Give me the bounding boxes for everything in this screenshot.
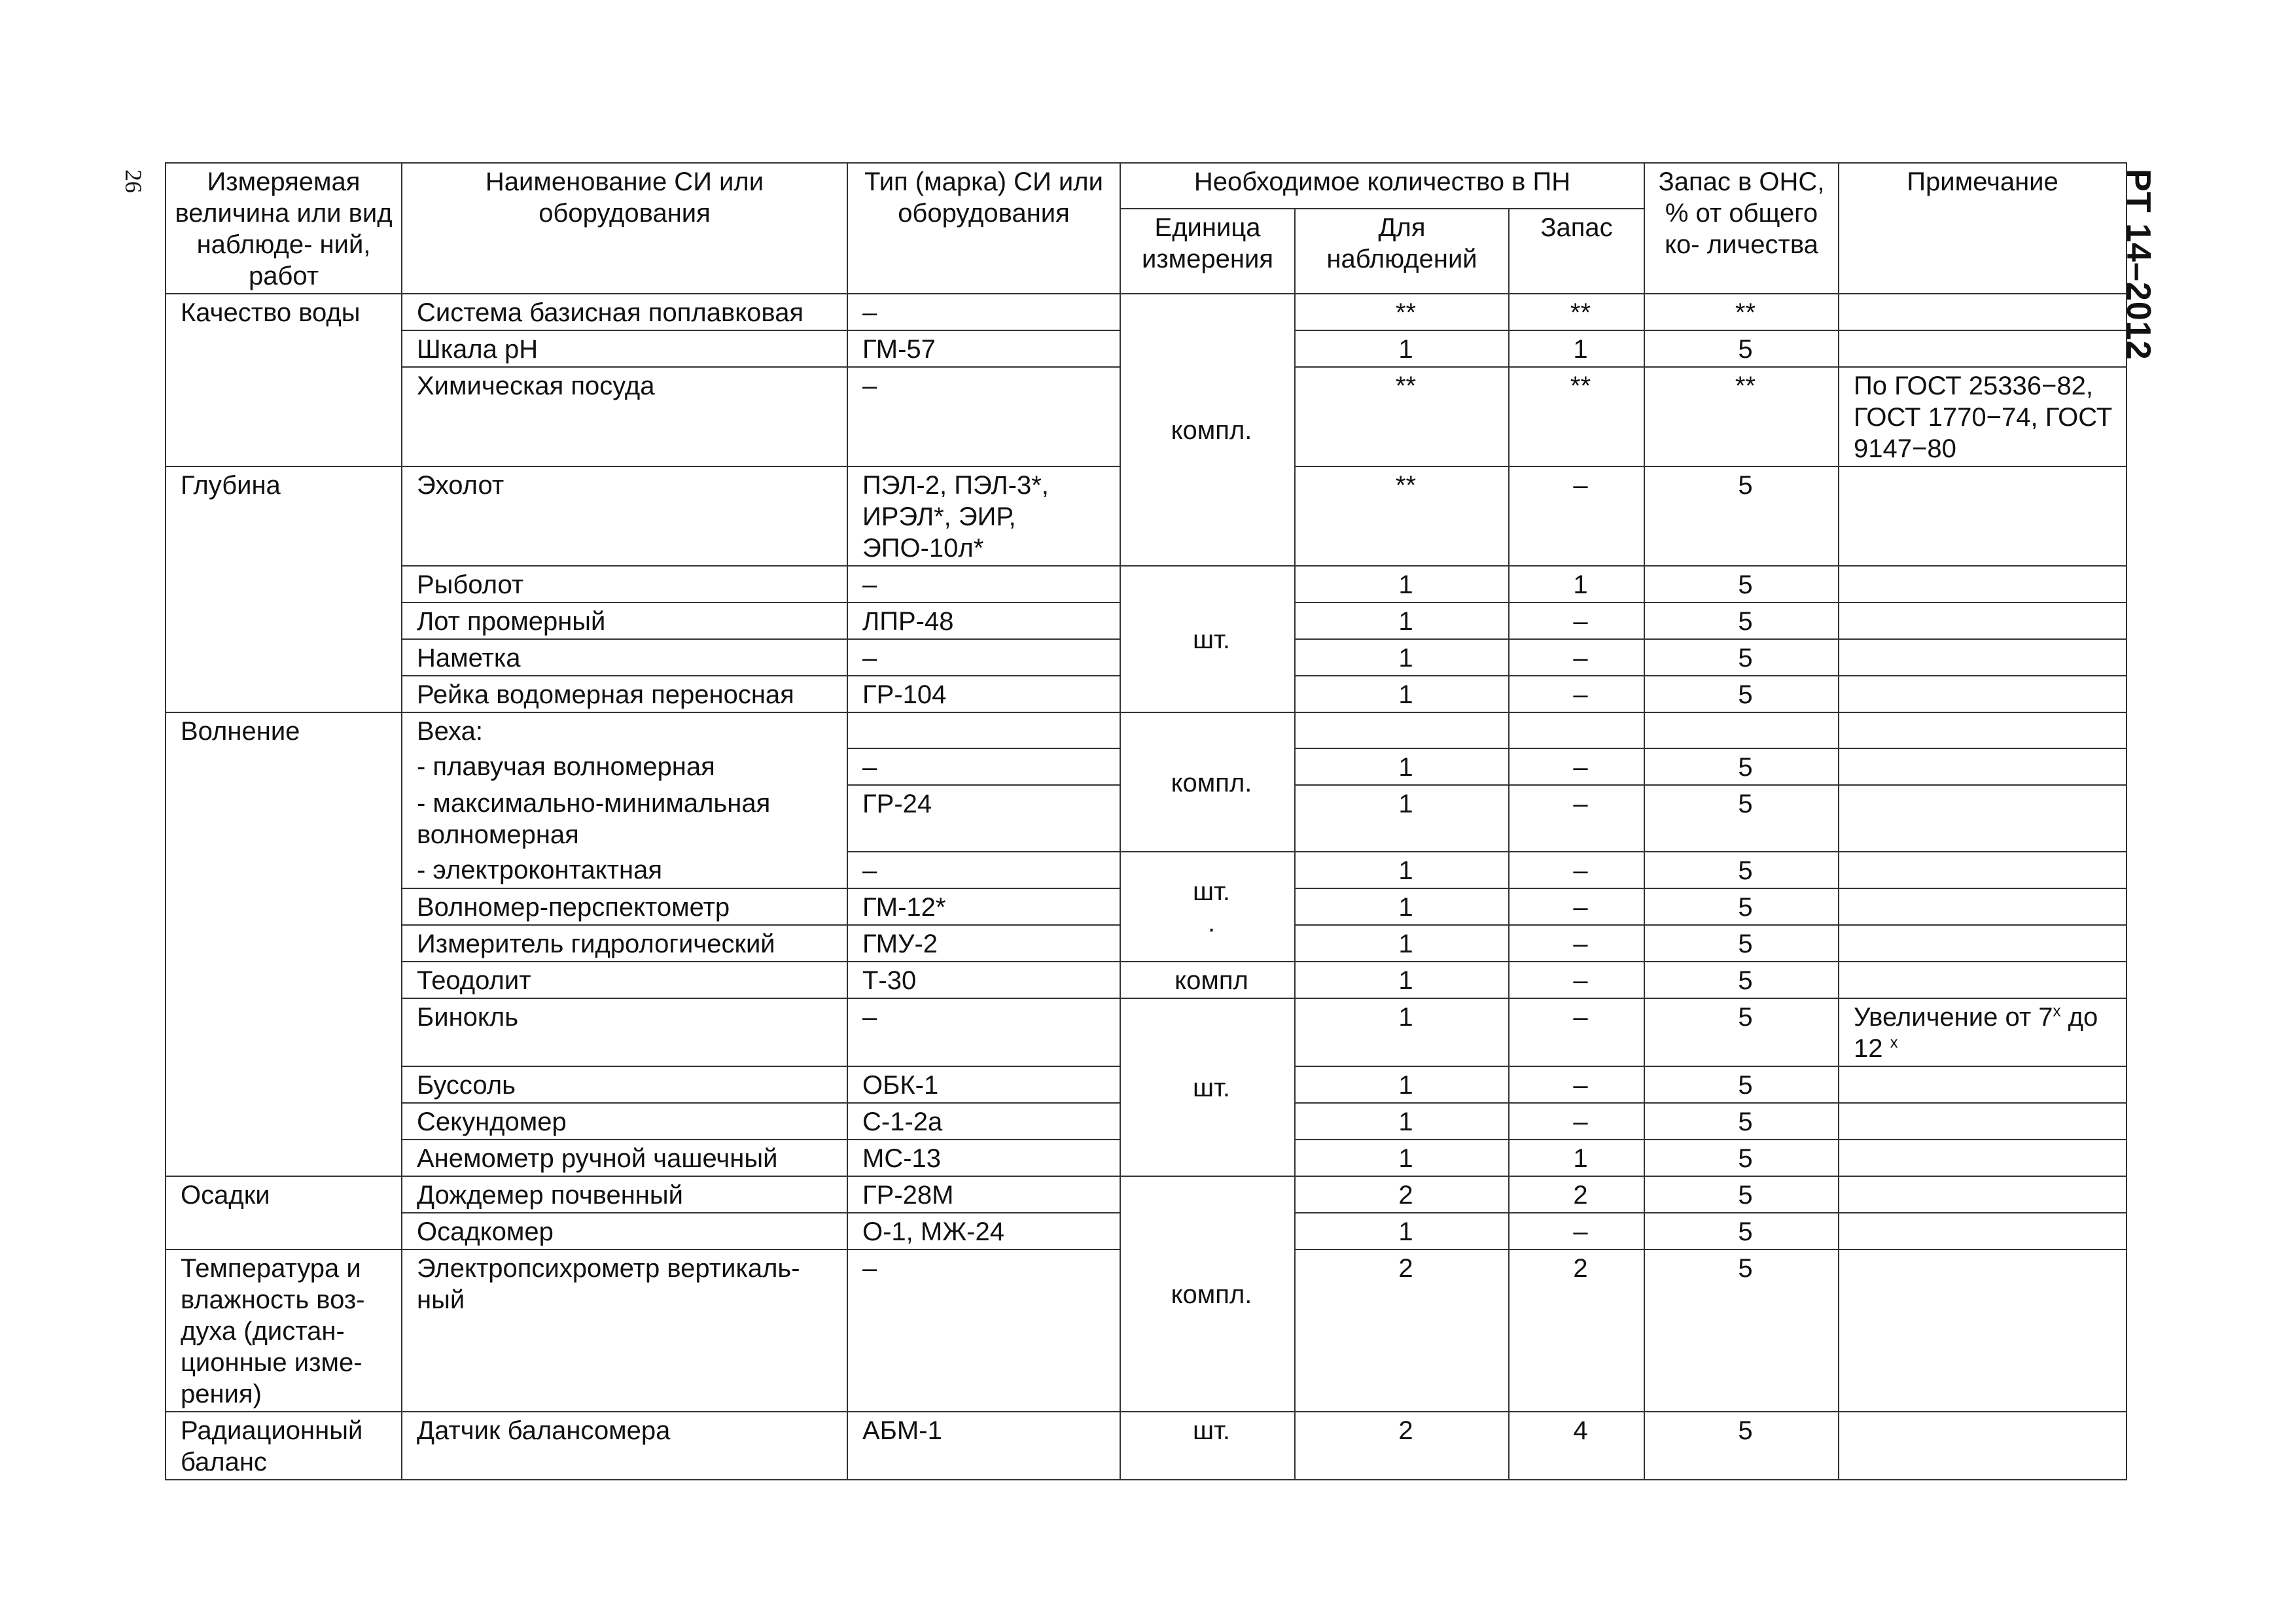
header-ons: Запас в ОНС, % от общего ко- личества bbox=[1644, 163, 1839, 294]
obs-cell: 1 bbox=[1295, 566, 1509, 602]
page-number: 26 bbox=[120, 169, 147, 193]
obs-cell: 1 bbox=[1295, 676, 1509, 712]
unit-cell: компл bbox=[1120, 962, 1295, 998]
table-row bbox=[166, 566, 2127, 602]
obs-cell: 1 bbox=[1295, 998, 1509, 1066]
type-cell: Т-30 bbox=[847, 962, 1120, 998]
type-cell: ОБК-1 bbox=[847, 1066, 1120, 1103]
ons-cell: 5 bbox=[1644, 330, 1839, 367]
obs-cell: 1 bbox=[1295, 1140, 1509, 1176]
name-cell: - плавучая волномерная bbox=[402, 748, 847, 785]
name-cell: Волномер-перспектометр bbox=[402, 888, 847, 925]
ons-cell: 5 bbox=[1644, 1176, 1839, 1213]
reserve-cell: 1 bbox=[1509, 330, 1644, 367]
document-code: РТ 14–2012 bbox=[2119, 169, 2157, 360]
reserve-cell: ** bbox=[1509, 294, 1644, 330]
obs-cell: 1 bbox=[1295, 330, 1509, 367]
unit-cell: компл. bbox=[1120, 712, 1295, 852]
table-row bbox=[166, 294, 2127, 330]
name-cell: - максимально-минимальная волномерная bbox=[402, 785, 847, 852]
note-cell bbox=[1839, 925, 2127, 962]
note-cell bbox=[1839, 712, 2127, 748]
unit-label: шт. bbox=[1192, 877, 1231, 906]
note-cell bbox=[1839, 294, 2127, 330]
obs-cell: 2 bbox=[1295, 1176, 1509, 1213]
name-cell: - электроконтактная bbox=[402, 852, 847, 888]
unit-cell bbox=[1120, 852, 1295, 962]
ons-cell: 5 bbox=[1644, 602, 1839, 639]
name-cell: Веха: bbox=[402, 712, 847, 748]
header-for-obs: Для наблюдений bbox=[1295, 209, 1509, 294]
reserve-cell: – bbox=[1509, 962, 1644, 998]
type-cell: ГМУ-2 bbox=[847, 925, 1120, 962]
note-cell bbox=[1839, 1066, 2127, 1103]
type-cell bbox=[847, 712, 1120, 748]
type-cell: – bbox=[847, 294, 1120, 330]
type-cell: – bbox=[847, 367, 1120, 466]
quantity-cell: Волнение bbox=[166, 712, 402, 1176]
ons-cell: 5 bbox=[1644, 1249, 1839, 1412]
reserve-cell: – bbox=[1509, 748, 1644, 785]
unit-cell: шт. bbox=[1120, 998, 1295, 1176]
obs-cell: 1 bbox=[1295, 1066, 1509, 1103]
name-cell: Датчик балансомера bbox=[402, 1412, 847, 1480]
header-type: Тип (марка) СИ или оборудования bbox=[847, 163, 1120, 294]
obs-cell: 1 bbox=[1295, 1213, 1509, 1249]
type-cell: ГР-28М bbox=[847, 1176, 1120, 1213]
reserve-cell: – bbox=[1509, 998, 1644, 1066]
reserve-cell: ** bbox=[1509, 367, 1644, 466]
note-text: до 12 bbox=[1854, 1003, 2098, 1063]
note-sup: х bbox=[1890, 1034, 1898, 1052]
reserve-cell: – bbox=[1509, 785, 1644, 852]
type-cell: ПЭЛ-2, ПЭЛ-3*, ИРЭЛ*, ЭИР, ЭПО-10л* bbox=[847, 466, 1120, 566]
name-cell: Рыболот bbox=[402, 566, 847, 602]
name-cell: Система базисная поплавковая bbox=[402, 294, 847, 330]
name-cell: Теодолит bbox=[402, 962, 847, 998]
name-cell: Лот промерный bbox=[402, 602, 847, 639]
type-cell: – bbox=[847, 852, 1120, 888]
note-text: Увеличение от 7 bbox=[1854, 1003, 2053, 1032]
ons-cell: 5 bbox=[1644, 1140, 1839, 1176]
obs-cell: 1 bbox=[1295, 1103, 1509, 1140]
header-quantity: Измеряемая величина или вид наблюде- ний, работ bbox=[166, 163, 402, 294]
name-cell: Рейка водомерная переносная bbox=[402, 676, 847, 712]
reserve-cell: 1 bbox=[1509, 566, 1644, 602]
obs-cell: 2 bbox=[1295, 1249, 1509, 1412]
type-cell: ЛПР-48 bbox=[847, 602, 1120, 639]
type-cell: – bbox=[847, 998, 1120, 1066]
note-cell bbox=[1839, 785, 2127, 852]
note-sup: х bbox=[2053, 1002, 2061, 1021]
note-cell bbox=[1839, 852, 2127, 888]
reserve-cell: – bbox=[1509, 852, 1644, 888]
name-cell: Электропсихрометр вертикаль- ный bbox=[402, 1249, 847, 1412]
name-cell: Измеритель гидрологический bbox=[402, 925, 847, 962]
quantity-cell: Осадки bbox=[166, 1176, 402, 1249]
note-cell bbox=[1839, 962, 2127, 998]
name-cell: Секундомер bbox=[402, 1103, 847, 1140]
reserve-cell: 4 bbox=[1509, 1412, 1644, 1480]
name-cell: Буссоль bbox=[402, 1066, 847, 1103]
reserve-cell: 1 bbox=[1509, 1140, 1644, 1176]
reserve-cell: – bbox=[1509, 639, 1644, 676]
note-cell bbox=[1839, 602, 2127, 639]
obs-cell: 1 bbox=[1295, 785, 1509, 852]
ons-cell: ** bbox=[1644, 294, 1839, 330]
ons-cell: 5 bbox=[1644, 852, 1839, 888]
table-row bbox=[166, 1176, 2127, 1213]
ons-cell: 5 bbox=[1644, 639, 1839, 676]
ons-cell: 5 bbox=[1644, 566, 1839, 602]
ons-cell: 5 bbox=[1644, 1103, 1839, 1140]
name-cell: Шкала рН bbox=[402, 330, 847, 367]
obs-cell: 1 bbox=[1295, 852, 1509, 888]
note-cell bbox=[1839, 748, 2127, 785]
type-cell: ГМ-12* bbox=[847, 888, 1120, 925]
note-cell bbox=[1839, 330, 2127, 367]
reserve-cell: 2 bbox=[1509, 1249, 1644, 1412]
reserve-cell: – bbox=[1509, 1066, 1644, 1103]
ons-cell: 5 bbox=[1644, 748, 1839, 785]
header-row bbox=[166, 163, 2127, 209]
ons-cell: 5 bbox=[1644, 785, 1839, 852]
header-required: Необходимое количество в ПН bbox=[1120, 163, 1644, 209]
ons-cell: 5 bbox=[1644, 998, 1839, 1066]
obs-cell: ** bbox=[1295, 367, 1509, 466]
obs-cell: 1 bbox=[1295, 602, 1509, 639]
header-note: Примечание bbox=[1839, 163, 2127, 294]
ons-cell: 5 bbox=[1644, 1412, 1839, 1480]
name-cell: Бинокль bbox=[402, 998, 847, 1066]
ons-cell: 5 bbox=[1644, 466, 1839, 566]
ons-cell: 5 bbox=[1644, 888, 1839, 925]
header-name: Наименование СИ или оборудования bbox=[402, 163, 847, 294]
ons-cell: 5 bbox=[1644, 1066, 1839, 1103]
note-cell bbox=[1839, 676, 2127, 712]
table-row bbox=[166, 962, 2127, 998]
instruments-table bbox=[165, 162, 2127, 1480]
reserve-cell: – bbox=[1509, 1213, 1644, 1249]
unit-cell: компл. bbox=[1120, 1176, 1295, 1412]
note-cell bbox=[1839, 1249, 2127, 1412]
obs-cell: 1 bbox=[1295, 925, 1509, 962]
ons-cell: ** bbox=[1644, 367, 1839, 466]
obs-cell: 2 bbox=[1295, 1412, 1509, 1480]
note-cell bbox=[1839, 1103, 2127, 1140]
obs-cell: 1 bbox=[1295, 748, 1509, 785]
name-cell: Наметка bbox=[402, 639, 847, 676]
obs-cell: 1 bbox=[1295, 639, 1509, 676]
quantity-cell: Радиационный баланс bbox=[166, 1412, 402, 1480]
reserve-cell: – bbox=[1509, 925, 1644, 962]
type-cell: ГМ-57 bbox=[847, 330, 1120, 367]
type-cell: – bbox=[847, 748, 1120, 785]
header-reserve: Запас bbox=[1509, 209, 1644, 294]
reserve-cell: – bbox=[1509, 602, 1644, 639]
reserve-cell bbox=[1509, 712, 1644, 748]
note-cell bbox=[1839, 639, 2127, 676]
ons-cell: 5 bbox=[1644, 925, 1839, 962]
name-cell: Дождемер почвенный bbox=[402, 1176, 847, 1213]
name-cell: Осадкомер bbox=[402, 1213, 847, 1249]
name-cell: Химическая посуда bbox=[402, 367, 847, 466]
unit-dot: . bbox=[1207, 909, 1216, 937]
reserve-cell: – bbox=[1509, 888, 1644, 925]
ons-cell: 5 bbox=[1644, 962, 1839, 998]
note-cell bbox=[1839, 566, 2127, 602]
note-cell bbox=[1839, 466, 2127, 566]
type-cell: ГР-24 bbox=[847, 785, 1120, 852]
header-unit: Единица измерения bbox=[1120, 209, 1295, 294]
note-cell bbox=[1839, 888, 2127, 925]
unit-cell: шт. bbox=[1120, 566, 1295, 712]
quantity-cell: Температура и влажность воз- духа (дистан- ционные изме- рения) bbox=[166, 1249, 402, 1412]
reserve-cell: – bbox=[1509, 466, 1644, 566]
reserve-cell: – bbox=[1509, 1103, 1644, 1140]
type-cell: – bbox=[847, 1249, 1120, 1412]
note-cell bbox=[1839, 1176, 2127, 1213]
unit-cell: шт. bbox=[1120, 1412, 1295, 1480]
type-cell: С-1-2а bbox=[847, 1103, 1120, 1140]
table-row bbox=[166, 998, 2127, 1066]
note-cell bbox=[1839, 998, 2127, 1066]
reserve-cell: – bbox=[1509, 676, 1644, 712]
type-cell: ГР-104 bbox=[847, 676, 1120, 712]
type-cell: – bbox=[847, 566, 1120, 602]
obs-cell: 1 bbox=[1295, 888, 1509, 925]
note-cell bbox=[1839, 1140, 2127, 1176]
obs-cell: ** bbox=[1295, 466, 1509, 566]
type-cell: О-1, МЖ-24 bbox=[847, 1213, 1120, 1249]
table-row bbox=[166, 712, 2127, 748]
ons-cell: 5 bbox=[1644, 1213, 1839, 1249]
note-cell bbox=[1839, 1213, 2127, 1249]
type-cell: МС-13 bbox=[847, 1140, 1120, 1176]
note-cell bbox=[1839, 1412, 2127, 1480]
quantity-cell: Глубина bbox=[166, 466, 402, 712]
ons-cell bbox=[1644, 712, 1839, 748]
unit-cell: компл. bbox=[1120, 294, 1295, 566]
table-row bbox=[166, 1412, 2127, 1480]
obs-cell: ** bbox=[1295, 294, 1509, 330]
reserve-cell: 2 bbox=[1509, 1176, 1644, 1213]
name-cell: Эхолот bbox=[402, 466, 847, 566]
name-cell: Анемометр ручной чашечный bbox=[402, 1140, 847, 1176]
obs-cell: 1 bbox=[1295, 962, 1509, 998]
quantity-cell: Качество воды bbox=[166, 294, 402, 466]
type-cell: АБМ-1 bbox=[847, 1412, 1120, 1480]
type-cell: – bbox=[847, 639, 1120, 676]
note-cell: По ГОСТ 25336−82, ГОСТ 1770−74, ГОСТ 9147−80 bbox=[1839, 367, 2127, 466]
obs-cell bbox=[1295, 712, 1509, 748]
table-row bbox=[166, 852, 2127, 888]
ons-cell: 5 bbox=[1644, 676, 1839, 712]
